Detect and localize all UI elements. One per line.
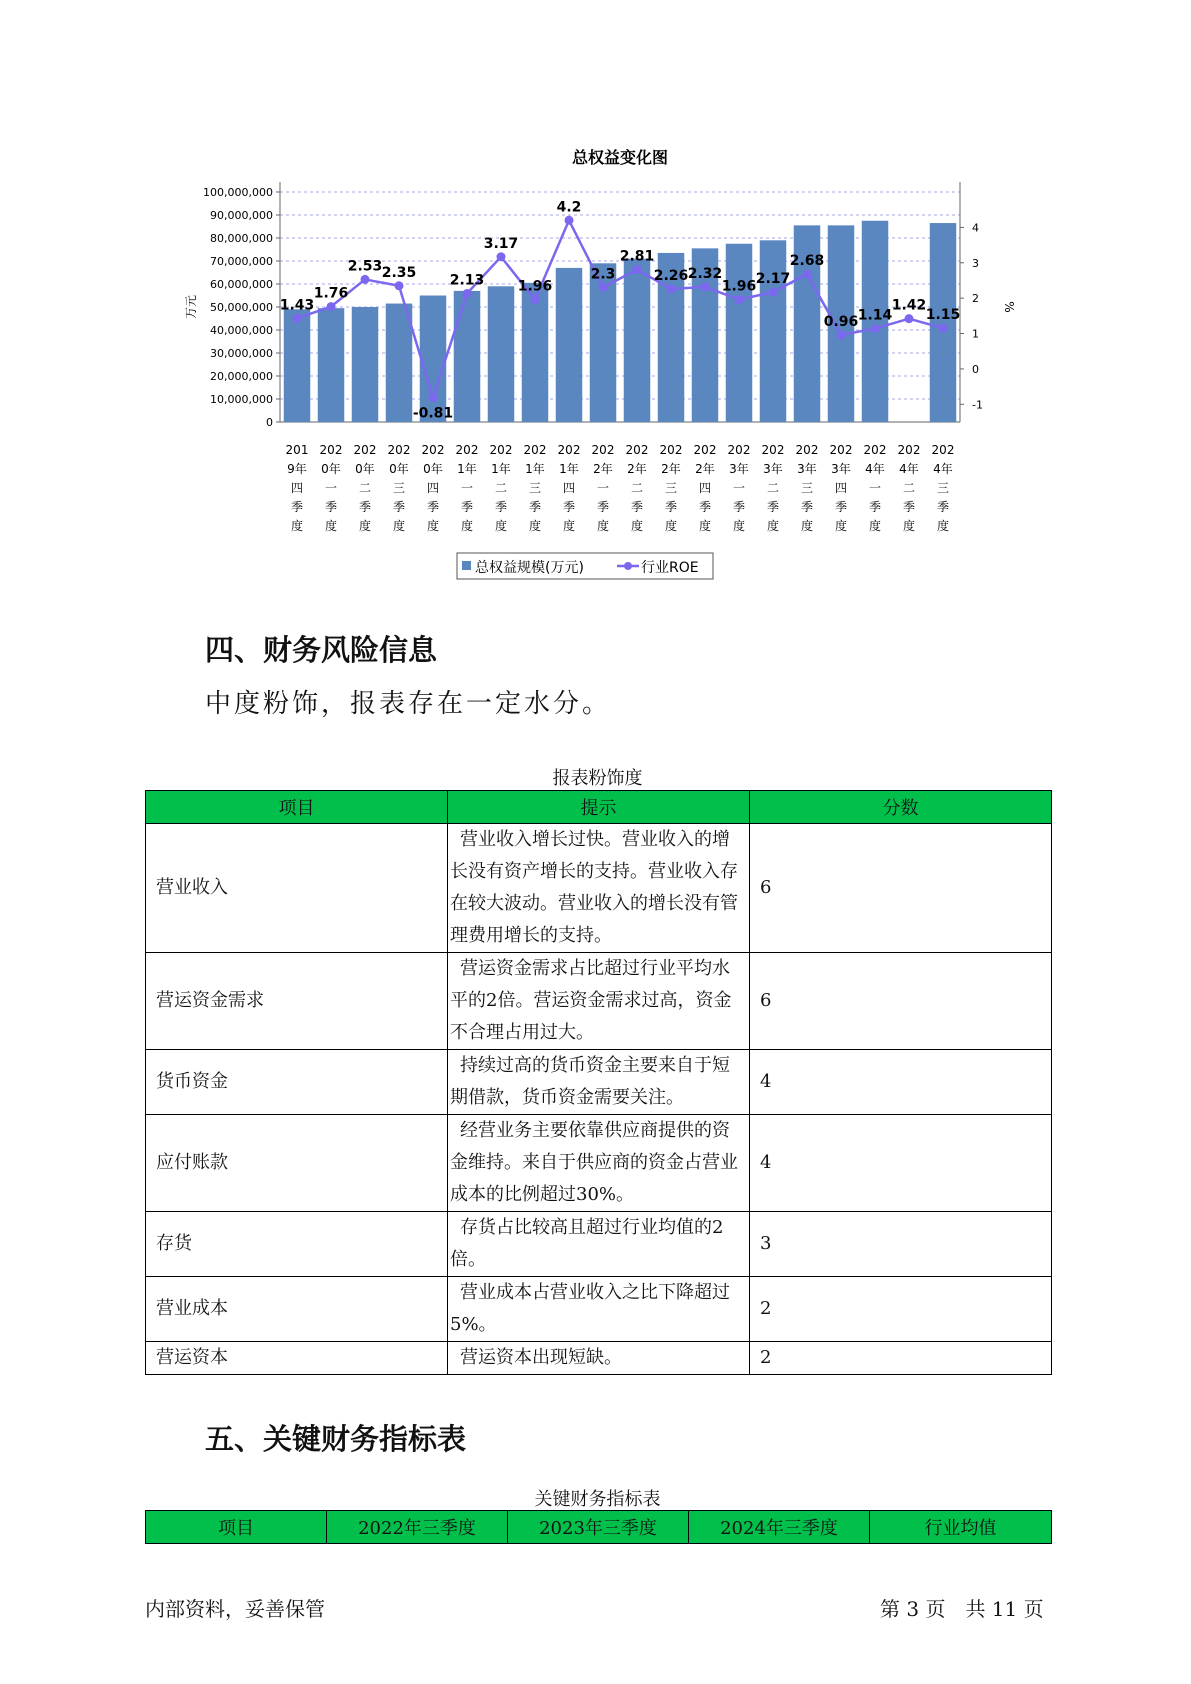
x-tick-label: 202 — [795, 443, 819, 457]
left-tick-label: 100,000,000 — [203, 186, 273, 199]
x-tick-label: 202 — [523, 443, 547, 457]
left-tick-label: 10,000,000 — [210, 393, 273, 406]
x-tick-label: 202 — [761, 443, 785, 457]
col-header-item: 项目 — [146, 791, 448, 824]
x-tick-label: 1年 — [491, 462, 511, 476]
roe-data-label: 2.68 — [789, 253, 825, 270]
x-tick-label: 三 — [528, 481, 542, 495]
x-tick-label: 4年 — [899, 462, 919, 476]
fraud-table-caption: 报表粉饰度 — [552, 768, 643, 789]
x-tick-label: 202 — [557, 443, 581, 457]
col-header-hint: 提示 — [448, 791, 750, 824]
x-tick-label: 二 — [630, 481, 644, 495]
x-tick-label: 一 — [460, 481, 474, 495]
col-header-industry-avg: 行业均值 — [870, 1511, 1052, 1544]
x-tick-label: 度 — [528, 519, 542, 533]
x-tick-label: 3年 — [831, 462, 851, 476]
footer-page-number: 第 3 页 共 11 页 — [880, 1597, 1044, 1621]
equity-chart-svg — [160, 140, 1040, 600]
left-tick-label: 20,000,000 — [210, 370, 273, 383]
legend-swatch-bar — [462, 561, 471, 570]
x-tick-label: 202 — [693, 443, 717, 457]
bar — [420, 296, 447, 423]
roe-data-label: 3.17 — [483, 235, 519, 252]
x-tick-label: 2年 — [627, 462, 647, 476]
row-item: 存货 — [146, 1212, 448, 1277]
table-row — [146, 953, 1052, 1050]
x-tick-label: 2年 — [695, 462, 715, 476]
x-tick-label: 4年 — [865, 462, 885, 476]
x-tick-label: 四 — [426, 481, 440, 495]
x-tick-label: 季 — [766, 500, 780, 514]
x-tick-label: 度 — [698, 519, 712, 533]
x-tick-label: 三 — [664, 481, 678, 495]
x-tick-label: 季 — [800, 500, 814, 514]
roe-data-label: 2.32 — [687, 265, 723, 282]
roe-point — [429, 393, 438, 402]
x-tick-label: 季 — [834, 500, 848, 514]
x-tick-label: 一 — [324, 481, 338, 495]
row-score: 6 — [750, 824, 1052, 953]
x-tick-label: 202 — [625, 443, 649, 457]
x-tick-label: 三 — [800, 481, 814, 495]
row-score: 6 — [750, 953, 1052, 1050]
roe-point — [565, 216, 574, 225]
x-tick-label: 202 — [353, 443, 377, 457]
x-tick-label: 0年 — [355, 462, 375, 476]
section4-heading: 四、财务风险信息 — [205, 633, 438, 667]
x-tick-label: 202 — [455, 443, 479, 457]
roe-data-label: 1.96 — [721, 278, 757, 295]
x-tick-label: 四 — [834, 481, 848, 495]
row-hint: 营业收入增长过快。营业收入的增长没有资产增长的支持。营业收入存在较大波动。营业收入的增长没有管理费用增长的支持。 — [448, 824, 750, 953]
chart-title: 总权益变化图 — [571, 148, 669, 167]
roe-data-label: 1.76 — [313, 285, 349, 302]
table-row — [146, 824, 1052, 953]
x-tick-label: 度 — [358, 519, 372, 533]
x-tick-label: 季 — [290, 500, 304, 514]
x-tick-label: 202 — [897, 443, 921, 457]
roe-point — [599, 283, 608, 292]
x-tick-label: 度 — [324, 519, 338, 533]
roe-point — [837, 330, 846, 339]
x-tick-label: 度 — [868, 519, 882, 533]
x-tick-label: 3年 — [763, 462, 783, 476]
roe-data-label: 2.81 — [619, 248, 655, 265]
x-tick-label: 季 — [936, 500, 950, 514]
x-tick-label: 度 — [426, 519, 440, 533]
roe-data-label: 1.42 — [891, 297, 927, 314]
bar — [318, 308, 345, 422]
roe-data-label: 2.3 — [590, 266, 616, 283]
row-hint: 持续过高的货币资金主要来自于短期借款，货币资金需要关注。 — [448, 1050, 750, 1115]
x-tick-label: 202 — [421, 443, 445, 457]
legend-label-bar: 总权益规模(万元) — [475, 560, 584, 576]
row-item: 应付账款 — [146, 1115, 448, 1212]
row-hint: 存货占比较高且超过行业均值的2倍。 — [448, 1212, 750, 1277]
x-tick-label: 3年 — [729, 462, 749, 476]
bar — [488, 286, 515, 422]
table-row — [146, 1277, 1052, 1342]
x-tick-label: 二 — [902, 481, 916, 495]
roe-point — [633, 265, 642, 274]
bar — [760, 240, 787, 422]
roe-point — [735, 295, 744, 304]
footer-confidential: 内部资料，妥善保管 — [145, 1597, 325, 1621]
x-tick-label: 202 — [319, 443, 343, 457]
x-tick-label: 202 — [489, 443, 513, 457]
col-header-2022q3: 2022年三季度 — [327, 1511, 508, 1544]
x-tick-label: 一 — [596, 481, 610, 495]
x-tick-label: 1年 — [525, 462, 545, 476]
right-tick-label: 1 — [972, 327, 979, 341]
right-tick-label: 0 — [972, 362, 979, 376]
x-tick-label: 度 — [596, 519, 610, 533]
row-score: 2 — [750, 1342, 1052, 1375]
legend-label-line: 行业ROE — [641, 560, 699, 576]
x-tick-label: 二 — [358, 481, 372, 495]
x-tick-label: 季 — [528, 500, 542, 514]
row-item: 营业成本 — [146, 1277, 448, 1342]
fraud-table-header — [146, 791, 1052, 824]
x-tick-label: 9年 — [287, 462, 307, 476]
x-tick-label: 3年 — [797, 462, 817, 476]
row-hint: 营运资本出现短缺。 — [448, 1342, 750, 1375]
left-tick-label: 0 — [266, 416, 273, 429]
roe-data-label: 2.17 — [755, 271, 791, 288]
x-tick-label: 二 — [494, 481, 508, 495]
x-tick-label: 一 — [868, 481, 882, 495]
table-row — [146, 1342, 1052, 1375]
roe-point — [803, 270, 812, 279]
x-tick-label: 度 — [936, 519, 950, 533]
roe-point — [531, 295, 540, 304]
left-tick-label: 90,000,000 — [210, 209, 273, 222]
x-tick-label: 季 — [902, 500, 916, 514]
left-tick-label: 70,000,000 — [210, 255, 273, 268]
roe-point — [667, 284, 676, 293]
x-tick-label: 季 — [562, 500, 576, 514]
x-tick-label: 度 — [290, 519, 304, 533]
roe-data-label: 1.43 — [279, 297, 315, 314]
x-tick-label: 度 — [494, 519, 508, 533]
right-tick-label: 4 — [972, 221, 979, 235]
row-score: 4 — [750, 1050, 1052, 1115]
roe-point — [939, 324, 948, 333]
x-tick-label: 季 — [426, 500, 440, 514]
x-tick-label: 度 — [392, 519, 406, 533]
x-tick-label: 202 — [863, 443, 887, 457]
x-tick-label: 0年 — [321, 462, 341, 476]
left-tick-label: 60,000,000 — [210, 278, 273, 291]
x-tick-label: 季 — [494, 500, 508, 514]
right-tick-label: -1 — [972, 398, 983, 412]
equity-chart — [160, 140, 1040, 600]
bar — [386, 304, 413, 422]
roe-point — [701, 282, 710, 291]
x-tick-label: 四 — [290, 481, 304, 495]
x-tick-label: 度 — [834, 519, 848, 533]
x-tick-label: 度 — [800, 519, 814, 533]
roe-point — [293, 314, 302, 323]
x-tick-label: 202 — [659, 443, 683, 457]
roe-point — [871, 324, 880, 333]
y-axis-label-left: 万元 — [184, 294, 198, 320]
roe-data-label: -0.81 — [412, 405, 454, 422]
row-score: 2 — [750, 1277, 1052, 1342]
x-tick-label: 度 — [766, 519, 780, 533]
section5-heading: 五、关键财务指标表 — [205, 1422, 467, 1456]
roe-point — [395, 281, 404, 290]
x-tick-label: 度 — [902, 519, 916, 533]
bar — [352, 307, 379, 422]
roe-data-label: 2.35 — [381, 264, 417, 281]
x-tick-label: 1年 — [457, 462, 477, 476]
row-item: 营业收入 — [146, 824, 448, 953]
roe-data-label: 2.53 — [347, 258, 383, 275]
right-tick-label: 3 — [972, 256, 979, 270]
x-tick-label: 0年 — [423, 462, 443, 476]
table-row — [146, 1212, 1052, 1277]
row-hint: 营运资金需求占比超过行业平均水平的2倍。营运资金需求过高，资金不合理占用过大。 — [448, 953, 750, 1050]
bar — [284, 309, 311, 422]
roe-data-label: 2.26 — [653, 267, 689, 284]
table-row — [146, 1050, 1052, 1115]
x-tick-label: 四 — [562, 481, 576, 495]
row-hint: 营业成本占营业收入之比下降超过5%。 — [448, 1277, 750, 1342]
x-tick-label: 202 — [931, 443, 955, 457]
row-item: 营运资金需求 — [146, 953, 448, 1050]
x-tick-label: 季 — [732, 500, 746, 514]
bar — [454, 291, 481, 422]
x-tick-label: 2年 — [661, 462, 681, 476]
left-tick-label: 50,000,000 — [210, 301, 273, 314]
x-tick-label: 202 — [387, 443, 411, 457]
x-tick-label: 二 — [766, 481, 780, 495]
col-header-2024q3: 2024年三季度 — [689, 1511, 870, 1544]
x-tick-label: 三 — [936, 481, 950, 495]
x-tick-label: 季 — [460, 500, 474, 514]
roe-data-label: 1.14 — [857, 307, 893, 324]
roe-point — [327, 302, 336, 311]
x-tick-label: 度 — [460, 519, 474, 533]
roe-point — [905, 314, 914, 323]
bar — [726, 244, 753, 422]
x-tick-label: 度 — [630, 519, 644, 533]
kpi-table — [145, 1510, 1052, 1544]
x-tick-label: 一 — [732, 481, 746, 495]
x-tick-label: 度 — [562, 519, 576, 533]
left-tick-label: 80,000,000 — [210, 232, 273, 245]
y-axis-label-right: % — [1002, 301, 1016, 313]
roe-data-label: 4.2 — [556, 199, 582, 216]
roe-data-label: 0.96 — [823, 313, 859, 330]
x-tick-label: 202 — [829, 443, 853, 457]
row-score: 3 — [750, 1212, 1052, 1277]
col-header-2023q3: 2023年三季度 — [508, 1511, 689, 1544]
x-tick-label: 202 — [727, 443, 751, 457]
right-tick-label: 2 — [972, 292, 979, 306]
x-tick-label: 度 — [732, 519, 746, 533]
x-tick-label: 四 — [698, 481, 712, 495]
x-tick-label: 201 — [285, 443, 309, 457]
roe-point — [769, 288, 778, 297]
roe-data-label: 2.13 — [449, 272, 485, 289]
bar — [624, 259, 651, 422]
roe-data-label: 1.15 — [925, 307, 961, 324]
x-tick-label: 1年 — [559, 462, 579, 476]
bar — [556, 268, 583, 422]
left-tick-label: 30,000,000 — [210, 347, 273, 360]
table-row — [146, 1115, 1052, 1212]
roe-point — [497, 252, 506, 261]
left-tick-label: 40,000,000 — [210, 324, 273, 337]
kpi-table-caption: 关键财务指标表 — [534, 1489, 661, 1510]
x-tick-label: 2年 — [593, 462, 613, 476]
x-tick-label: 季 — [698, 500, 712, 514]
row-item: 营运资本 — [146, 1342, 448, 1375]
roe-point — [463, 289, 472, 298]
kpi-table-header — [146, 1511, 1052, 1544]
x-tick-label: 0年 — [389, 462, 409, 476]
x-tick-label: 度 — [664, 519, 678, 533]
x-tick-label: 202 — [591, 443, 615, 457]
x-tick-label: 季 — [868, 500, 882, 514]
x-tick-label: 4年 — [933, 462, 953, 476]
x-tick-label: 季 — [358, 500, 372, 514]
row-hint: 经营业务主要依靠供应商提供的资金维持。来自于供应商的资金占营业成本的比例超过30%。 — [448, 1115, 750, 1212]
x-tick-label: 季 — [664, 500, 678, 514]
x-tick-label: 季 — [596, 500, 610, 514]
roe-data-label: 1.96 — [517, 278, 553, 295]
risk-summary: 中度粉饰，报表存在一定水分。 — [205, 689, 612, 719]
x-tick-label: 季 — [392, 500, 406, 514]
x-tick-label: 季 — [324, 500, 338, 514]
row-score: 4 — [750, 1115, 1052, 1212]
roe-point — [361, 275, 370, 284]
x-tick-label: 三 — [392, 481, 406, 495]
x-tick-label: 季 — [630, 500, 644, 514]
col-header-item: 项目 — [146, 1511, 327, 1544]
legend-swatch-point — [624, 562, 632, 570]
col-header-score: 分数 — [750, 791, 1052, 824]
fraud-table — [145, 790, 1052, 1375]
row-item: 货币资金 — [146, 1050, 448, 1115]
